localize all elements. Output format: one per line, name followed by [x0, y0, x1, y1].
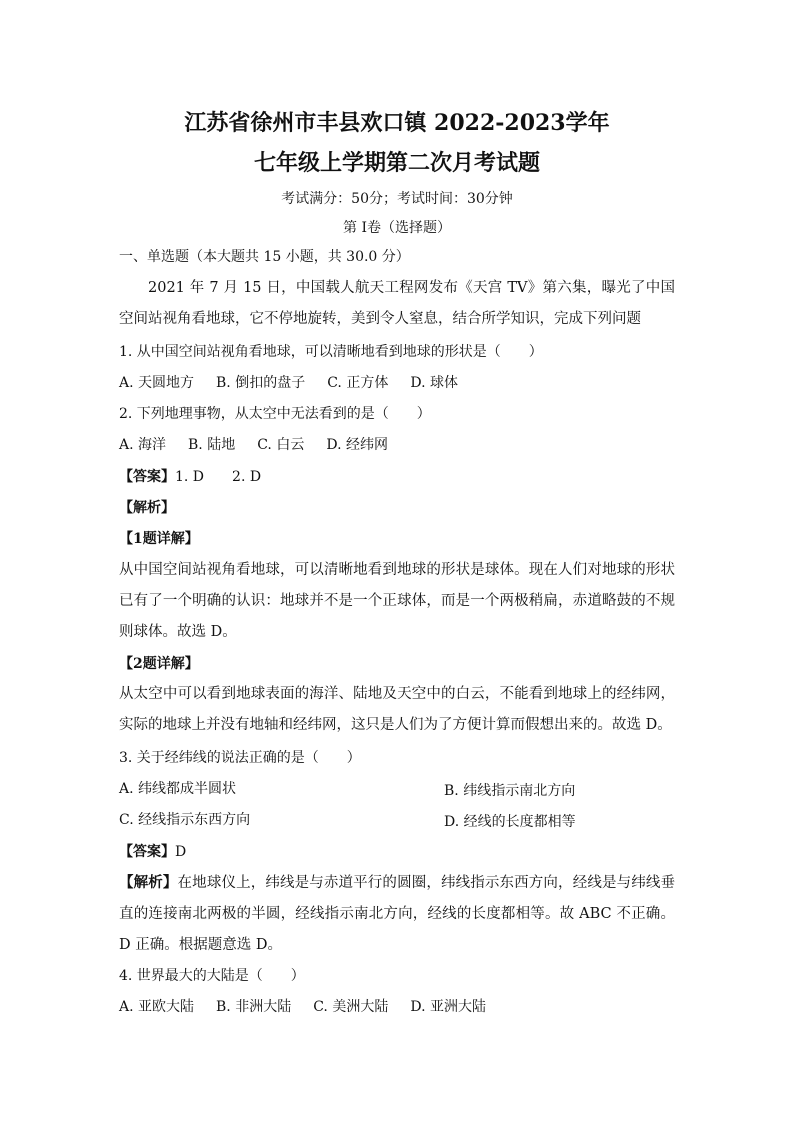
question-3-stem: 3. 关于经纬线的说法正确的是（ ）: [119, 750, 361, 766]
q3-option-a: A. 纬线都成半圆状: [119, 781, 237, 797]
q1-option-a: A. 天圆地方: [119, 375, 195, 391]
q3-option-b: B. 纬线指示南北方向: [444, 783, 576, 799]
detail-1-label: 【1题详解】: [119, 531, 199, 547]
answer-1-2: [119, 468, 261, 486]
q3-option-d: D. 经线的长度都相等: [444, 814, 576, 830]
question-1-options: [119, 374, 480, 392]
detail-2-label: 【2题详解】: [119, 656, 199, 672]
question-intro: 2021 年 7 月 15 日，中国载人航天工程网发布《天宫 TV》第六集，曝光了中国空间站视角看地球，它不停地旋转，美到令人窒息，结合所学知识，完成下列问题: [119, 280, 675, 327]
q1-option-c: C. 正方体: [327, 375, 389, 391]
answer-3: [119, 843, 186, 861]
q4-option-c: C. 美洲大陆: [313, 999, 389, 1015]
q1-option-d: D. 球体: [410, 375, 458, 391]
question-4-stem: 4. 世界最大的大陆是（ ）: [119, 968, 305, 984]
q2-option-c: C. 白云: [257, 437, 305, 453]
question-1-stem: 1. 从中国空间站视角看地球，可以清晰地看到地球的形状是（ ）: [119, 344, 543, 360]
question-2-stem: 2. 下列地理事物，从太空中无法看到的是（ ）: [119, 406, 431, 422]
question-4-options: [119, 998, 508, 1016]
exam-title-line2: 七年级上学期第二次月考试题: [253, 150, 540, 176]
analysis-3-label: 【解析】: [119, 874, 178, 891]
q3-option-c: C. 经线指示东西方向: [119, 812, 251, 828]
exam-title-line1: 江苏省徐州市丰县欢口镇 2022-2023学年: [184, 110, 610, 136]
answer-3-label: 【答案】: [119, 844, 175, 860]
answer-text: 1. D 2. D: [175, 469, 262, 485]
volume-heading: 第 I卷（选择题）: [343, 220, 451, 236]
answer-3-text: D: [175, 844, 187, 860]
detail-2-text: 从太空中可以看到地球表面的海洋、陆地及天空中的白云，不能看到地球上的经纬网，实际的地球上并没有地轴和经纬网，这只是人们为了方便计算而假想出来的。故选 D。: [119, 686, 675, 733]
analysis-3-text: 在地球仪上，纬线是与赤道平行的圆圈，纬线指示东西方向，经线是与纬线垂直的连接南北两极的半圆，经线指示南北方向，经线的长度都相等。故 ABC 不正确。D 正确。根据题意选 D。: [119, 875, 676, 953]
q2-option-d: D. 经纬网: [326, 437, 388, 453]
q1-option-b: B. 倒扣的盘子: [216, 375, 306, 391]
section-heading: 一、单选题（本大题共 15 小题，共 30.0 分）: [119, 249, 410, 265]
analysis-3: [119, 867, 675, 961]
question-2-options: [119, 436, 410, 454]
q4-option-b: B. 非洲大陆: [216, 999, 292, 1015]
q2-option-a: A. 海洋: [119, 437, 167, 453]
analysis-label: 【解析】: [119, 500, 175, 516]
q4-option-a: A. 亚欧大陆: [119, 999, 195, 1015]
exam-info: 考试满分：50分；考试时间：30分钟: [281, 191, 513, 207]
detail-1-text: 从中国空间站视角看地球，可以清晰地看到地球的形状是球体。现在人们对地球的形状已有了一个明确的认识：地球并不是一个正球体，而是一个两极稍扁，赤道略鼓的不规则球体。故选 D。: [119, 562, 675, 640]
q2-option-b: B. 陆地: [188, 437, 236, 453]
q4-option-d: D. 亚洲大陆: [410, 999, 486, 1015]
answer-label: 【答案】: [119, 469, 175, 485]
